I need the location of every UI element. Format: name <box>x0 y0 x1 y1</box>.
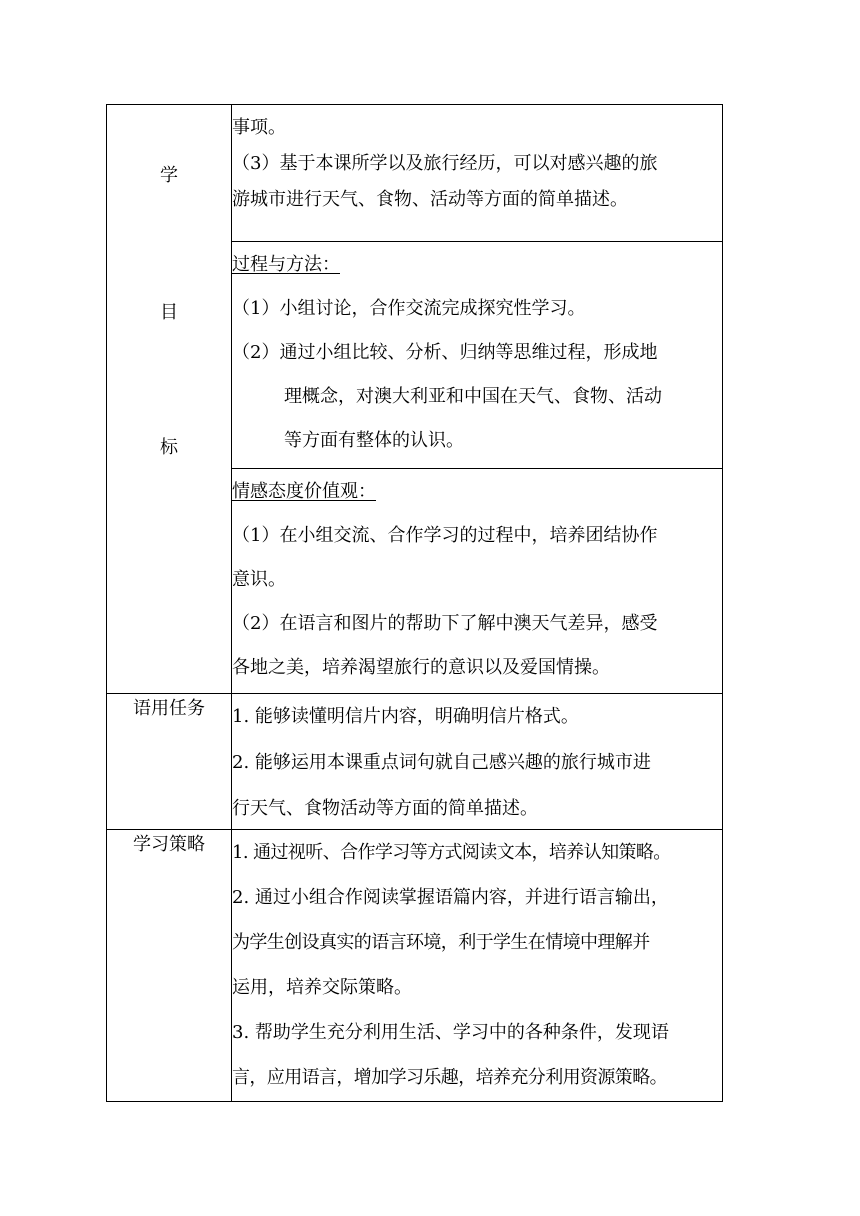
strategies-row <box>107 830 723 1102</box>
strategies-line-2: 2. 通过小组合作阅读掌握语篇内容，并进行语言输出， <box>232 887 669 908</box>
knowledge-line-3: 游城市进行天气、食物、活动等方面的简单描述。 <box>232 189 628 210</box>
process-line-2: （2）通过小组比较、分析、归纳等思维过程，形成地 <box>232 342 658 364</box>
knowledge-line-2: （3）基于本课所学以及旅行经历，可以对感兴趣的旅 <box>232 153 658 174</box>
tasks-cell <box>232 694 723 830</box>
knowledge-cell <box>232 105 723 242</box>
tasks-line-3: 行天气、食物活动等方面的简单描述。 <box>232 798 538 819</box>
process-cell <box>232 242 723 468</box>
emotion-line-2: 意识。 <box>232 568 286 590</box>
goals-label-char-3: 标 <box>160 437 178 458</box>
strategies-line-4: 运用，培养交际策略。 <box>232 977 412 998</box>
tasks-label: 语用任务 <box>107 694 232 830</box>
tasks-row <box>107 694 723 830</box>
emotion-line-4: 各地之美，培养渴望旅行的意识以及爱国情操。 <box>232 656 610 678</box>
emotion-line-3: （2）在语言和图片的帮助下了解中澳天气差异，感受 <box>232 612 658 634</box>
goals-knowledge-row <box>107 105 723 242</box>
knowledge-line-1: 事项。 <box>232 117 286 138</box>
emotion-line-1: （1）在小组交流、合作学习的过程中，培养团结协作 <box>232 524 658 546</box>
goals-label-cell <box>107 105 232 694</box>
tasks-line-2: 2. 能够运用本课重点词句就自己感兴趣的旅行城市进 <box>232 752 651 773</box>
goals-label-char-1: 学 <box>160 165 178 186</box>
process-heading: 过程与方法： <box>232 254 340 276</box>
goals-label-char-2: 目 <box>160 302 178 323</box>
process-line-1: （1）小组讨论，合作交流完成探究性学习。 <box>232 298 586 320</box>
strategies-line-3: 为学生创设真实的语言环境，利于学生在情境中理解并 <box>232 932 650 953</box>
emotion-heading: 情感态度价值观： <box>232 480 376 502</box>
emotion-cell <box>232 468 723 693</box>
strategies-line-1: 1. 通过视听、合作学习等方式阅读文本，培养认知策略。 <box>232 842 671 863</box>
process-line-3: 理概念，对澳大利亚和中国在天气、食物、活动 <box>284 386 662 408</box>
process-line-4: 等方面有整体的认识。 <box>284 430 464 452</box>
lesson-plan-table <box>106 104 723 1102</box>
strategies-label: 学习策略 <box>107 830 232 1102</box>
strategies-line-6: 言，应用语言，增加学习乐趣，培养充分利用资源策略。 <box>232 1067 667 1088</box>
strategies-cell <box>232 830 723 1102</box>
goals-label-stack <box>107 105 231 693</box>
strategies-line-5: 3. 帮助学生充分利用生活、学习中的各种条件，发现语 <box>232 1022 669 1043</box>
tasks-line-1: 1. 能够读懂明信片内容，明确明信片格式。 <box>232 706 579 727</box>
